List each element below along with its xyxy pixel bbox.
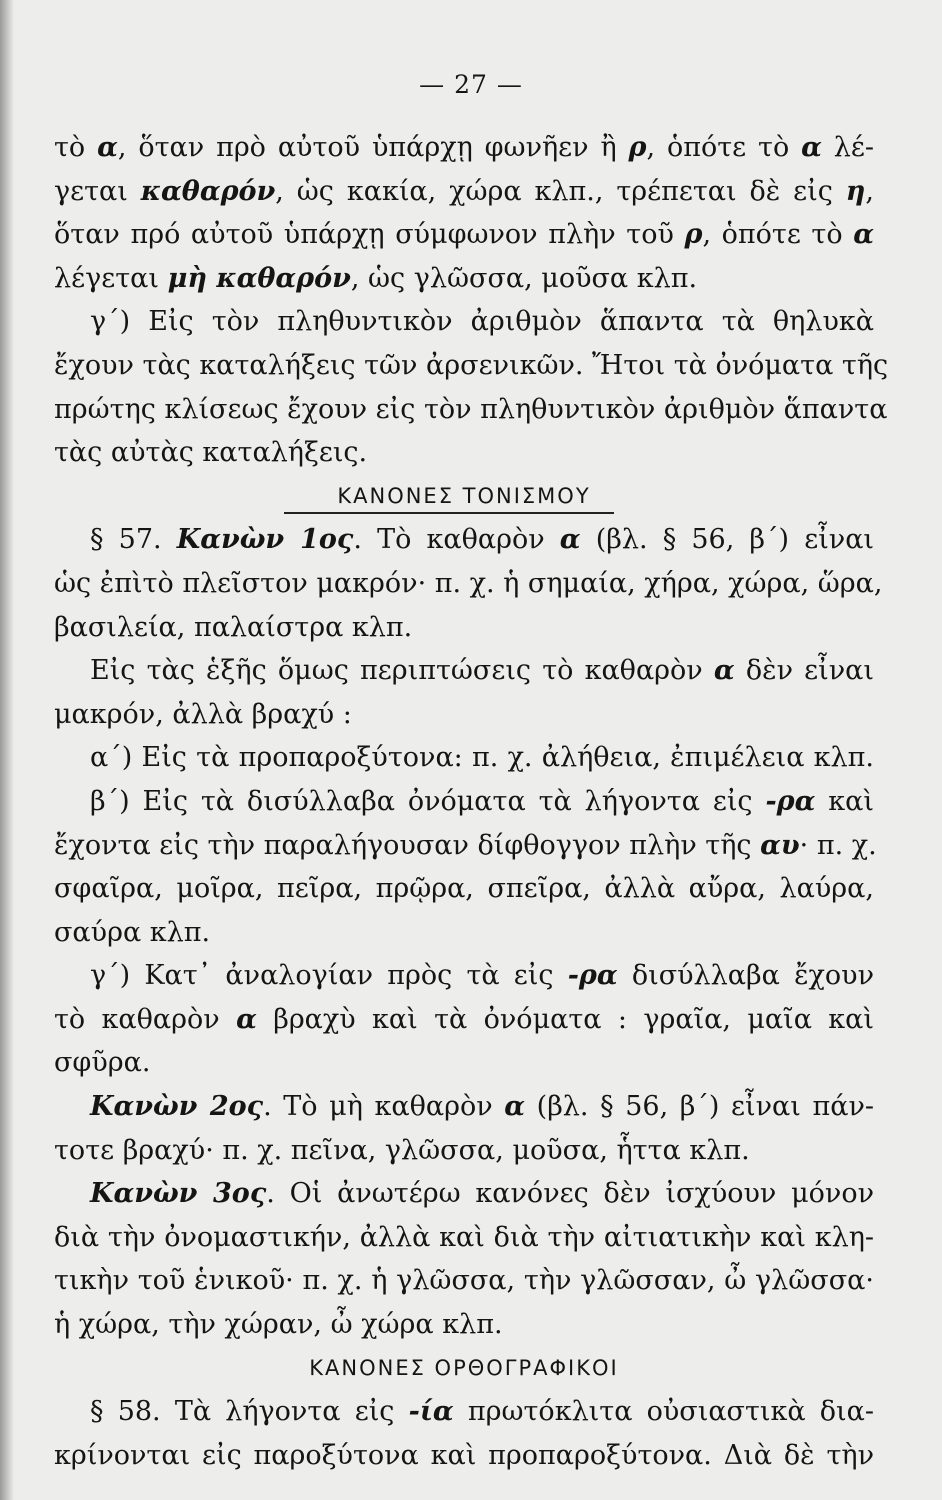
emphasis-run: α [97, 132, 118, 163]
text-run: β΄) Εἰς τὰ δισύλλαβα ὀνόματα τὰ λήγοντα εἰς [90, 785, 766, 817]
text-line [54, 1216, 874, 1260]
text-line [54, 431, 874, 475]
text-run: σφῦρα. [54, 1047, 151, 1079]
text-run: ἡ χώρα, τὴν χώραν, ὦ χώρα κλπ. [54, 1309, 503, 1341]
section-heading [54, 1347, 874, 1391]
text-run: , ὡς γλῶσσα, μοῦσα κλπ. [350, 262, 698, 294]
emphasis-run: Κανὼν 1ος [176, 524, 354, 556]
text-line [54, 1041, 874, 1085]
text-run: ὡς ἐπὶτὸ πλεῖστον μακρόν· π. χ. ἡ σημαία, χήρα, χώρα, ὥρα, [54, 567, 883, 599]
text-line [54, 562, 883, 606]
emphasis-run: ρ [628, 132, 647, 163]
text-run: . Τὸ καθαρὸν [353, 524, 560, 556]
text-run: τὸ [54, 132, 98, 163]
emphasis-run: Κανὼν 3ος [90, 1178, 267, 1210]
text-run: πρώτης κλίσεως ἔχουν εἰς τὸν πληθυντικὸν ἀριθμὸν ἅπαντα [54, 393, 888, 425]
page-edge-shadow [0, 0, 14, 1500]
text-run: . Τὸ μὴ καθαρὸν [263, 1091, 505, 1123]
text-line [54, 1259, 874, 1303]
text-line [54, 1390, 874, 1434]
text-run: , [865, 175, 875, 207]
text-run: γεται [54, 175, 141, 207]
text-run: καὶ [815, 785, 874, 817]
text-line [54, 736, 874, 780]
text-line [54, 344, 889, 388]
text-run: γ΄) Εἰς τὸν πληθυντικὸν ἀριθμὸν ἅπαντα τὰ θηλυκὰ [90, 306, 874, 338]
text-run: σαύρα κλπ. [54, 916, 211, 948]
emphasis-run: καθαρόν [140, 175, 276, 207]
emphasis-run: ρ [684, 219, 703, 251]
emphasis-run: α [801, 132, 822, 163]
text-run: τὸ καθαρὸν [54, 1003, 237, 1035]
text-run: ἔχουν τὰς καταλήξεις τῶν ἀρσενικῶν. Ἤτοι τὰ ὀνόματα τῆς [54, 349, 889, 381]
text-run: σφαῖρα, μοῖρα, πεῖρα, πρῷρα, σπεῖρα, ἀλλὰ αὔρα, λαύρα, [54, 873, 874, 905]
text-run: , ὁπότε τὸ [702, 219, 854, 251]
text-run: βασιλεία, παλαίστρα κλπ. [54, 611, 413, 643]
text-run: τικὴν τοῦ ἑνικοῦ· π. χ. ἡ γλῶσσα, τὴν γλῶσσαν, ὦ γλῶσσα· [54, 1265, 874, 1297]
emphasis-run: -ρα [765, 785, 816, 817]
text-run: τοτε βραχύ· π. χ. πεῖνα, γλῶσσα, μοῦσα, ἧττα κλπ. [54, 1134, 750, 1166]
emphasis-run: α [713, 655, 735, 687]
page-number: — 27 — [419, 70, 523, 99]
text-run: § 58. Τὰ λήγοντα εἰς [90, 1396, 409, 1428]
text-run: ὅταν πρό αὐτοῦ ὑπάρχῃ σύμφωνον πλὴν τοῦ [54, 219, 685, 251]
emphasis-run: α [559, 524, 581, 556]
text-run: Εἰς τὰς ἑξῆς ὅμως περιπτώσεις τὸ καθαρὸν [90, 655, 714, 687]
text-run: βραχὺ καὶ τὰ ὀνόματα : γραῖα, μαῖα καὶ [256, 1003, 874, 1035]
text-line [54, 693, 874, 737]
text-line [54, 1085, 874, 1129]
text-line [54, 824, 877, 868]
heading-underline [284, 512, 614, 514]
text-line [54, 213, 874, 257]
emphasis-run: μὴ καθαρόν [167, 262, 351, 294]
text-line [54, 1129, 874, 1173]
text-run: διὰ τὴν ὀνομαστικήν, ἀλλὰ καὶ διὰ τὴν αἰτιατικὴν καὶ κλη- [54, 1221, 874, 1253]
text-run: , ὅταν πρὸ αὐτοῦ ὑπάρχῃ φωνῆεν ἢ [117, 132, 629, 163]
text-line [54, 257, 874, 301]
text-line [54, 911, 874, 955]
section-heading-text: ΚΑΝΟΝΕΣ ΤΟΝΙΣΜΟΥ [337, 483, 591, 508]
text-line [54, 867, 874, 911]
text-run: πρωτόκλιτα οὐσιαστικὰ δια- [453, 1396, 874, 1428]
section-heading-text: ΚΑΝΟΝΕΣ ΟΡΘΟΓΡΑΦΙΚΟΙ [309, 1355, 619, 1380]
text-line [54, 606, 874, 650]
text-run: § 57. [90, 524, 177, 556]
text-run: α΄) Εἰς τὰ προπαροξύτονα: π. χ. ἀλήθεια, ἐπιμέλεια κλπ. [90, 742, 874, 774]
text-line [54, 998, 874, 1042]
text-line [54, 780, 874, 824]
text-line [54, 1303, 874, 1347]
text-line [54, 170, 874, 214]
text-run: , ὁπότε τὸ [646, 132, 802, 163]
section-heading [54, 475, 874, 519]
text-line [54, 649, 874, 693]
text-run: τὰς αὐτὰς καταλήξεις. [54, 437, 368, 469]
text-line [54, 388, 888, 432]
emphasis-run: -ρα [567, 960, 618, 992]
text-run: ἔχοντα εἰς τὴν παραλήγουσαν δίφθογγον πλὴν τῆς [54, 829, 761, 861]
text-run: μακρόν, ἀλλὰ βραχύ : [54, 698, 352, 730]
emphasis-run: α [504, 1091, 526, 1123]
text-run: λέ- [821, 132, 874, 163]
text-run: · π. χ. [799, 829, 877, 861]
text-run: δισύλλαβα ἔχουν [617, 960, 874, 992]
text-run: γ΄) Κατ᾽ ἀναλογίαν πρὸς τὰ εἰς [90, 960, 568, 992]
emphasis-run: α [853, 219, 874, 251]
text-line [54, 126, 874, 170]
body-text [54, 126, 889, 1477]
text-run: (βλ. § 56, β΄) εἶναι πάν- [525, 1091, 874, 1123]
text-line [54, 518, 874, 562]
text-run: , ὡς κακία, χώρα κλπ., τρέπεται δὲ εἰς [275, 175, 846, 207]
text-run: κρίνονται εἰς παροξύτονα καὶ προπαροξύτονα. Διὰ δὲ τὴν [54, 1439, 874, 1471]
text-line [54, 954, 874, 998]
text-run: δὲν εἶναι [734, 655, 874, 687]
emphasis-run: -ία [408, 1396, 454, 1428]
text-run: λέγεται [54, 262, 168, 294]
text-line [54, 1434, 874, 1478]
text-line [54, 300, 874, 344]
emphasis-run: α [236, 1003, 257, 1035]
emphasis-run: η [845, 175, 866, 207]
text-run: (βλ. § 56, β΄) εἶναι [580, 524, 875, 556]
emphasis-run: αυ [760, 829, 800, 861]
text-run: . Οἱ ἀνωτέρω κανόνες δὲν ἰσχύουν μόνον [266, 1178, 874, 1210]
emphasis-run: Κανὼν 2ος [90, 1091, 264, 1123]
text-line [54, 1172, 874, 1216]
